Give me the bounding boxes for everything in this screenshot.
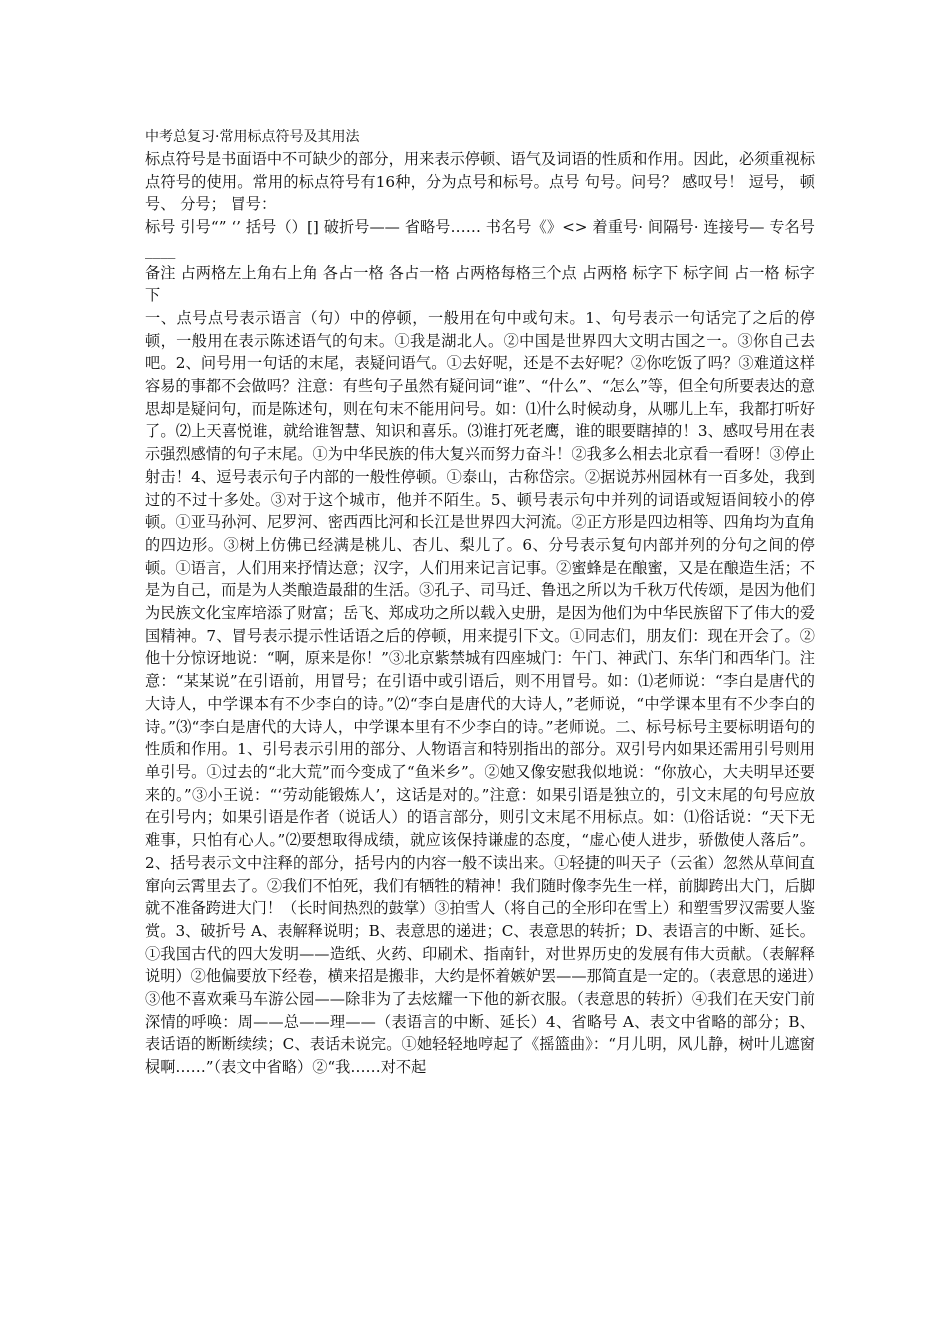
document-page bbox=[145, 126, 815, 1079]
remarks-paragraph: 备注 占两格左上角右上角 各占一格 各占一格 占两格每格三个点 占两格 标字下 标字间 占一格 标字下 bbox=[145, 263, 815, 305]
intro-paragraph: 标点符号是书面语中不可缺少的部分，用来表示停顿、语气及词语的性质和作用。因此，必须重视标点符号的使用。常用的标点符号有16种，分为点号和标号。点号 句号。问号？ 感叹号！ 逗号， 顿号、 分号； 冒号： bbox=[145, 150, 815, 214]
body-paragraph: 一、点号点号表示语言（句）中的停顿，一般用在句中或句末。1、句号表示一句话完了之后的停顿，一般用在表示陈述语气的句末。①我是湖北人。②中国是世界四大文明古国之一。③你自己去吧。2、问号用一句话的末尾，表疑问语气。①去好呢，还是不去好呢？②你吃饭了吗？③难道这样容易的事都不会做吗？注意：有些句子虽然有疑问词“谁”、“什么”、“怎么”等，但全句所要表达的意思却是疑问句，而是陈述句，则在句末不能用问号。如：⑴什么时候动身，从哪儿上车，我都打听好了。⑵上天喜悦谁，就给谁智慧、知识和喜乐。⑶谁打死老鹰，谁的眼要瞎掉的！3、感叹号用在表示强烈感情的句子末尾。①为中华民族的伟大复兴而努力奋斗！②我多么相去北京看一看呀！③停止射击！4、逗号表示句子内部的一般性停顿。①泰山，古称岱宗。②据说苏州园林有一百多处，我到过的不过十多处。③对于这个城市，他并不陌生。5、顿号表示句中并列的词语或短语间较小的停顿。①亚马孙河、尼罗河、密西西比河和长江是世界四大河流。②正方形是四边相等、四角均为直角的四边形。③树上仿佛已经满是桃儿、杏儿、梨儿了。6、分号表示复句内部并列的分句之间的停顿。①语言，人们用来抒情达意；汉字，人们用来记言记事。②蜜蜂是在酿蜜，又是在酿造生活；不是为自己，而是为人类酿造最甜的生活。③孔子、司马迁、鲁迅之所以为千秋万代传颂，是因为他们为民族文化宝库培添了财富；岳飞、郑成功之所以载入史册，是因为他们为中华民族留下了伟大的爱国精神。7、冒号表示提示性话语之后的停顿，用来提引下文。①同志们，朋友们：现在开会了。②他十分惊讶地说：“啊，原来是你！”③北京紫禁城有四座城门：午门、神武门、东华门和西华门。注意：“某某说”在引语前，用冒号；在引语中或引语后，则不用冒号。如：⑴老师说：“李白是唐代的大诗人，中学课本有不少李白的诗。”⑵“李白是唐代的大诗人，”老师说，“中学课本里有不少李白的诗。”⑶“李白是唐代的大诗人，中学课本里有不少李白的诗。”老师说。二、标号标号主要标明语句的性质和作用。1、引号表示引用的部分、人物语言和特别指出的部分。双引号内如果还需用引号则用单引号。①过去的“北大荒”而今变成了“鱼米乡”。②她又像安慰我似地说：“你放心，大夫明早还要来的。”③小王说：“‘劳动能锻炼人’，这话是对的。”注意：如果引语是独立的，引文末尾的句号应放在引号内；如果引语是作者（说话人）的语言部分，则引文末尾不用标点。如：⑴俗话说：“天下无难事，只怕有心人。”⑵要想取得成绩，就应该保持谦虚的态度，“虚心使人进步，骄傲使人落后”。2、括号表示文中注释的部分，括号内的内容一般不读出来。①轻捷的叫天子（云雀）忽然从草间直窜向云霄里去了。②我们不怕死，我们有牺牲的精神！我们随时像李先生一样，前脚跨出大门，后脚就不准备跨进大门！（长时间热烈的鼓掌）③拍雪人（将自己的全形印在雪上）和塑雪罗汉需要人鉴赏。3、破折号 A、表解释说明；B、表意思的递进；C、表意思的转折；D、表语言的中断、延长。①我国古代的四大发明——造纸、火药、印刷术、指南针，对世界历史的发展有伟大贡献。（表解释说明）②他偏要放下经卷，横来招是搬非，大约是怀着嫉妒罢——那简直是一定的。（表意思的递进）③他不喜欢乘马车游公园——除非为了去炫耀一下他的新衣服。（表意思的转折）④我们在天安门前深情的呼唤：周——总——理——（表语言的中断、延长）4、省略号 A、表文中省略的部分；B、表话语的断断续续；C、表话未说完。①她轻轻地哼起了《摇篮曲》：“月儿明，风儿静，树叶儿遮窗棂啊……”（表文中省略）②“我……对不起 bbox=[145, 308, 815, 1077]
document-title: 中考总复习·常用标点符号及其用法 bbox=[145, 129, 360, 145]
biaohao-list: 标号 引号“” ‘’ 括号（）[] 破折号—— 省略号…… 书名号《》<> 着重号· 间隔号· 连接号— 专名号____ bbox=[145, 218, 815, 259]
